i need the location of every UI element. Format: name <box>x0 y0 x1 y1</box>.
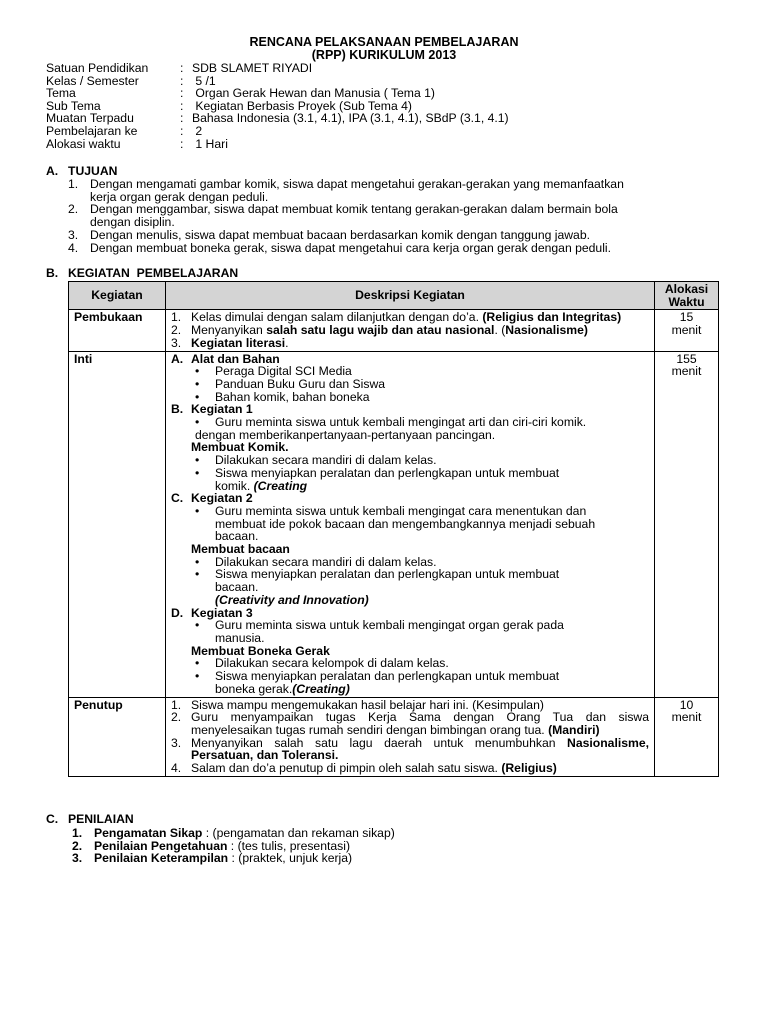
identity-sep: : <box>180 73 184 88</box>
header-alokasi-line2: Waktu <box>668 294 705 309</box>
item-text: Siswa menyiapkan peralatan dan perlengkapan untuk membuat <box>215 669 560 684</box>
doc-title-line1: RENCANA PELAKSANAAN PEMBELAJARAN <box>249 35 519 49</box>
time-value: 10 <box>679 697 694 712</box>
item-bold-text: Kegiatan literasi <box>191 335 286 350</box>
item-text-cont: manusia. <box>215 630 265 645</box>
identity-value: 2 <box>192 123 203 138</box>
bullet-icon: • <box>195 669 200 684</box>
item-bold-text: Pengamatan Sikap <box>94 826 203 840</box>
identity-value: 1 Hari <box>192 136 228 151</box>
item-number: 4. <box>171 761 182 776</box>
item-text-cont: boneka gerak. <box>215 681 293 696</box>
kegiatan-3-list <box>171 619 649 644</box>
bullet-icon: • <box>195 567 200 582</box>
item-text: Kelas dimulai dengan salam dilanjutkan dengan do’a. <box>191 310 483 325</box>
header-alokasi-line1: Alokasi <box>664 282 709 296</box>
item-text: Dilakukan secara mandiri di dalam kelas. <box>215 453 437 468</box>
identity-key: Tema <box>46 86 76 101</box>
item-text: Menyanyikan <box>191 323 267 338</box>
item-number: 2. <box>72 838 83 853</box>
item-number: 2. <box>68 202 79 217</box>
kegiatan-1-list <box>171 416 649 429</box>
time-value: 155 <box>676 351 697 366</box>
time-unit: menit <box>671 323 702 338</box>
subsection-label: A. <box>171 351 184 366</box>
penilaian-list <box>72 827 395 865</box>
item-number: 3. <box>171 735 182 750</box>
subsection-title: Alat dan Bahan <box>191 351 280 366</box>
identity-sep: : <box>180 111 184 126</box>
identity-key: Pembelajaran ke <box>46 123 138 138</box>
bullet-icon: • <box>195 554 200 569</box>
list-item <box>171 619 649 644</box>
value-tag: (Creating) <box>292 681 350 696</box>
phase-description <box>166 310 655 351</box>
bullet-icon: • <box>195 465 200 480</box>
section-title: PENILAIAN <box>68 812 134 826</box>
item-text: Menyanyikan salah satu lagu daerah untuk menumbuhkan <box>191 735 568 750</box>
item-number: 2. <box>171 710 182 725</box>
header-alokasi <box>655 282 719 310</box>
identity-key: Satuan Pendidikan <box>46 61 149 75</box>
item-text-post: . ( <box>494 323 506 338</box>
item-text: Guru meminta siswa untuk kembali mengingat organ gerak pada <box>215 618 564 633</box>
bullet-icon: • <box>195 656 200 671</box>
section-title: KEGIATAN PEMBELAJARAN <box>68 266 239 280</box>
subsection-label: B. <box>171 402 184 417</box>
phase-name: Penutup <box>69 697 166 776</box>
bullet-icon: • <box>195 389 200 404</box>
item-text: Panduan Buku Guru dan Siswa <box>215 376 386 391</box>
item-bold-text: Penilaian Pengetahuan <box>94 838 228 853</box>
item-text: Guru menyampaikan tugas Kerja Sama dengan Orang Tua dan siswa menyelesaikan tugas rumah sendiri dengan bimbingan orang tua. <box>191 710 653 737</box>
section-heading-kegiatan <box>46 267 238 280</box>
list-item <box>68 203 708 228</box>
identity-row <box>46 125 509 138</box>
item-bold-text: salah satu lagu wajib dan atau nasional <box>266 323 495 338</box>
list-item <box>171 670 649 695</box>
item-text: Dengan membuat boneka gerak, siswa dapat mengetahui cara kerja organ gerak dengan peduli. <box>90 240 612 255</box>
item-text: : (praktek, unjuk kerja) <box>228 851 353 866</box>
item-number: 3. <box>171 335 182 350</box>
alat-list <box>171 365 649 403</box>
phase-name: Inti <box>69 351 166 697</box>
activity-heading: Membuat Komik. <box>191 440 289 455</box>
value-tag: (Religius dan Integritas) <box>482 310 622 325</box>
item-text: Dilakukan secara mandiri di dalam kelas. <box>215 554 437 569</box>
identity-row <box>46 138 509 151</box>
time-value: 15 <box>679 310 694 325</box>
activity-heading: Membuat bacaan <box>191 542 290 557</box>
activity-heading: Membuat Boneka Gerak <box>191 643 330 658</box>
time-unit: menit <box>671 710 702 725</box>
value-tag: Nasionalisme) <box>505 323 588 338</box>
item-text: : (tes tulis, presentasi) <box>227 838 351 853</box>
kegiatan-3-steps <box>171 657 649 695</box>
list-item <box>171 568 649 593</box>
identity-sep: : <box>180 123 184 138</box>
identity-row <box>46 87 509 100</box>
value-tag: (Mandiri) <box>548 722 600 737</box>
subsection-label: C. <box>171 491 184 506</box>
activity-table <box>68 281 719 777</box>
item-text-cont: bacaan. <box>215 580 259 595</box>
value-tag: (Religius) <box>501 761 557 776</box>
tujuan-list <box>68 178 708 254</box>
list-item <box>68 178 708 203</box>
list-item <box>171 505 649 543</box>
item-text: : (pengamatan dan rekaman sikap) <box>202 826 395 840</box>
pembukaan-list <box>171 311 649 349</box>
list-item <box>171 416 649 429</box>
identity-value: 5 /1 <box>192 73 216 88</box>
bullet-icon: • <box>195 376 200 391</box>
section-heading-penilaian <box>46 813 134 826</box>
penutup-list <box>171 697 653 776</box>
list-item <box>171 337 649 350</box>
item-text: Siswa menyiapkan peralatan dan perlengkapan untuk membuat <box>215 567 560 582</box>
identity-row <box>46 62 509 75</box>
identity-sep: : <box>180 136 184 151</box>
item-text: Dengan menggambar, siswa dapat membuat komik tentang gerakan-gerakan dalam bermain bola <box>90 202 618 217</box>
list-item <box>171 467 649 492</box>
identity-sep: : <box>180 61 184 75</box>
identity-value: SDB SLAMET RIYADI <box>192 61 313 75</box>
item-text: Guru meminta siswa untuk kembali mengingat arti dan ciri-ciri komik. <box>215 415 587 430</box>
list-item <box>171 737 649 762</box>
item-text-cont: komik. <box>215 478 254 493</box>
identity-value: Organ Gerak Hewan dan Manusia ( Tema 1) <box>192 86 435 101</box>
subsection-label: D. <box>171 605 184 620</box>
item-text: Dengan mengamati gambar komik, siswa dapat mengetahui gerakan-gerakan yang memanfaatkan <box>90 177 624 191</box>
bullet-icon: • <box>195 415 200 430</box>
header-deskripsi: Deskripsi Kegiatan <box>166 282 655 310</box>
list-item <box>72 852 395 865</box>
table-header-row <box>69 282 719 310</box>
item-text-cont: dengan memberikanpertanyaan-pertanyaan pancingan. <box>195 427 496 442</box>
time-unit: menit <box>671 364 702 379</box>
value-tag: Nasionalisme, Persatuan, dan Toleransi. <box>191 735 649 763</box>
item-number: 1. <box>171 697 182 712</box>
item-text: Dengan menulis, siswa dapat membuat bacaan berdasarkan komik dengan tanggung jawab. <box>90 227 591 242</box>
identity-key: Alokasi waktu <box>46 136 121 151</box>
bullet-icon: • <box>195 503 200 518</box>
item-text: Siswa menyiapkan peralatan dan perlengkapan untuk membuat <box>215 465 560 480</box>
item-number: 1. <box>68 177 79 191</box>
phase-time <box>655 697 719 776</box>
item-text-post: . <box>285 335 289 350</box>
phase-name: Pembukaan <box>69 310 166 351</box>
bullet-icon: • <box>195 618 200 633</box>
phase-description <box>166 351 655 697</box>
phase-description <box>166 697 655 776</box>
phase-time <box>655 351 719 697</box>
item-text: Siswa mampu mengemukakan hasil belajar hari ini. (Kesimpulan) <box>191 697 544 712</box>
identity-key: Kelas / Semester <box>46 73 139 88</box>
item-text: Dilakukan secara kelompok di dalam kelas. <box>215 656 449 671</box>
section-label: C. <box>46 812 59 826</box>
table-row-inti <box>69 351 719 697</box>
identity-table <box>46 62 509 150</box>
item-bold-text: Penilaian Keterampilan <box>94 851 229 866</box>
list-item <box>171 710 653 737</box>
identity-key: Muatan Terpadu <box>46 111 134 126</box>
table-row-pembukaan <box>69 310 719 351</box>
item-text-cont: kerja organ gerak dengan peduli. <box>90 189 269 204</box>
subsection-title: Kegiatan 2 <box>191 491 253 506</box>
item-number: 3. <box>72 851 83 866</box>
table-row-penutup <box>69 697 719 776</box>
identity-value: Bahasa Indonesia (3.1, 4.1), IPA (3.1, 4.1), SBdP (3.1, 4.1) <box>192 111 509 126</box>
value-tag: (Creativity and Innovation) <box>215 592 369 607</box>
item-number: 2. <box>171 323 182 338</box>
item-number: 1. <box>171 310 182 325</box>
phase-time <box>655 310 719 351</box>
kegiatan-2-list <box>171 505 649 543</box>
list-item <box>171 762 649 775</box>
kegiatan-1-steps <box>171 454 649 492</box>
item-text: Guru meminta siswa untuk kembali mengingat cara menentukan dan membuat ide pokok bacaan dan mengembangkannya menjadi sebuah bacaan. <box>215 503 596 544</box>
bullet-icon: • <box>195 364 200 379</box>
subsection-title: Kegiatan 1 <box>191 402 253 417</box>
section-title: TUJUAN <box>68 164 118 178</box>
item-number: 1. <box>72 826 83 840</box>
doc-title-line2: (RPP) KURIKULUM 2013 <box>311 48 457 62</box>
list-item <box>68 242 708 255</box>
section-label: B. <box>46 266 59 280</box>
subsection-title: Kegiatan 3 <box>191 605 253 620</box>
item-text: Bahan komik, bahan boneka <box>215 389 370 404</box>
item-number: 3. <box>68 227 79 242</box>
item-text-cont: dengan disiplin. <box>90 215 175 230</box>
kegiatan-2-steps <box>171 556 649 594</box>
item-text: Peraga Digital SCI Media <box>215 364 352 379</box>
header-kegiatan: Kegiatan <box>69 282 166 310</box>
identity-sep: : <box>180 86 184 101</box>
identity-value: Kegiatan Berbasis Proyek (Sub Tema 4) <box>192 98 412 113</box>
identity-key: Sub Tema <box>46 98 101 113</box>
bullet-icon: • <box>195 453 200 468</box>
section-label: A. <box>46 164 59 178</box>
item-number: 4. <box>68 240 79 255</box>
identity-sep: : <box>180 98 184 113</box>
value-tag: (Creating <box>253 478 308 493</box>
item-text: Salam dan do’a penutup di pimpin oleh salah satu siswa. <box>191 761 502 776</box>
